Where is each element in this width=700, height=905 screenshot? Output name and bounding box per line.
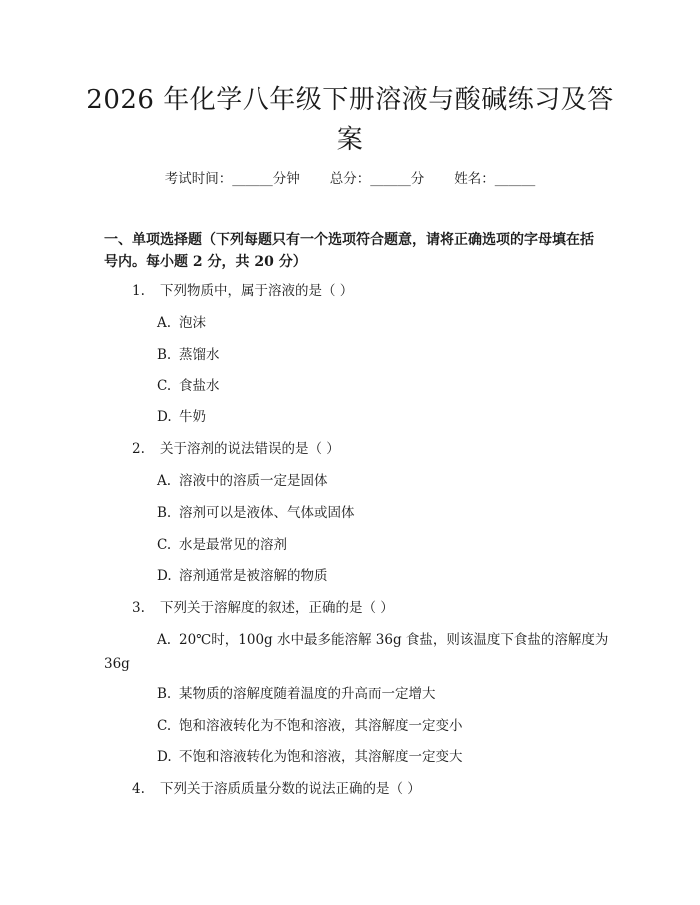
option-letter: C.: [157, 378, 172, 394]
option-letter: A.: [157, 632, 172, 648]
option: [157, 684, 436, 704]
question-text: 下列关于溶质质量分数的说法正确的是（ ）: [160, 781, 421, 797]
option-text: 溶液中的溶质一定是固体: [179, 473, 328, 489]
option-letter: C.: [157, 537, 172, 553]
student-name: 姓名：______: [454, 171, 536, 187]
option-text: 某物质的溶解度随着温度的升高而一定增大: [179, 686, 436, 702]
option-letter: B.: [157, 505, 172, 521]
option-text: 饱和溶液转化为不饱和溶液，其溶解度一定变小: [179, 718, 463, 734]
question: [132, 779, 421, 799]
question-number: 2.: [132, 441, 145, 457]
option-text: 20℃时，100g 水中最多能溶解 36g 食盐，则该温度下食盐的溶解度为: [179, 632, 609, 648]
option-text: 溶剂通常是被溶解的物质: [179, 568, 328, 584]
option: [157, 503, 355, 523]
question-text: 下列物质中，属于溶液的是（ ）: [160, 283, 354, 299]
option: [157, 407, 206, 427]
option-continuation: 36g: [104, 656, 130, 672]
option: [157, 313, 206, 333]
question: [132, 439, 340, 459]
option-letter: A.: [157, 315, 172, 331]
question-text: 关于溶剂的说法错误的是（ ）: [160, 441, 340, 457]
exam-info: [0, 169, 700, 189]
option-text: 不饱和溶液转化为饱和溶液，其溶解度一定变大: [179, 749, 463, 765]
question: [132, 598, 394, 618]
option: [157, 716, 463, 736]
option: [157, 630, 608, 650]
option: [157, 345, 220, 365]
option-letter: B.: [157, 347, 172, 363]
option-letter: D.: [157, 749, 172, 765]
option: [157, 376, 220, 396]
document-title: 2026 年化学八年级下册溶液与酸碱练习及答案: [86, 85, 614, 155]
question: [132, 281, 353, 301]
option-letter: D.: [157, 409, 172, 425]
option: [157, 747, 463, 767]
option-text: 蒸馏水: [179, 347, 220, 363]
question-number: 1.: [132, 283, 145, 299]
option-letter: A.: [157, 473, 172, 489]
exam-time: 考试时间：______分钟: [164, 171, 300, 187]
option-letter: B.: [157, 686, 172, 702]
question-number: 4.: [132, 781, 145, 797]
option: [157, 566, 328, 586]
option: [157, 471, 328, 491]
exam-score: 总分：______分: [329, 171, 425, 187]
option-letter: C.: [157, 718, 172, 734]
option-text: 牛奶: [179, 409, 206, 425]
option-text: 溶剂可以是液体、气体或固体: [179, 505, 355, 521]
section-heading: 一、单项选择题（下列每题只有一个选项符合题意，请将正确选项的字母填在括号内。每小题 2 分，共 20 分）: [104, 232, 594, 270]
option-letter: D.: [157, 568, 172, 584]
option-text: 水是最常见的溶剂: [179, 537, 287, 553]
option: [157, 535, 287, 555]
option-text: 泡沫: [179, 315, 206, 331]
option-text: 食盐水: [179, 378, 220, 394]
question-number: 3.: [132, 600, 145, 616]
question-text: 下列关于溶解度的叙述，正确的是（ ）: [160, 600, 394, 616]
